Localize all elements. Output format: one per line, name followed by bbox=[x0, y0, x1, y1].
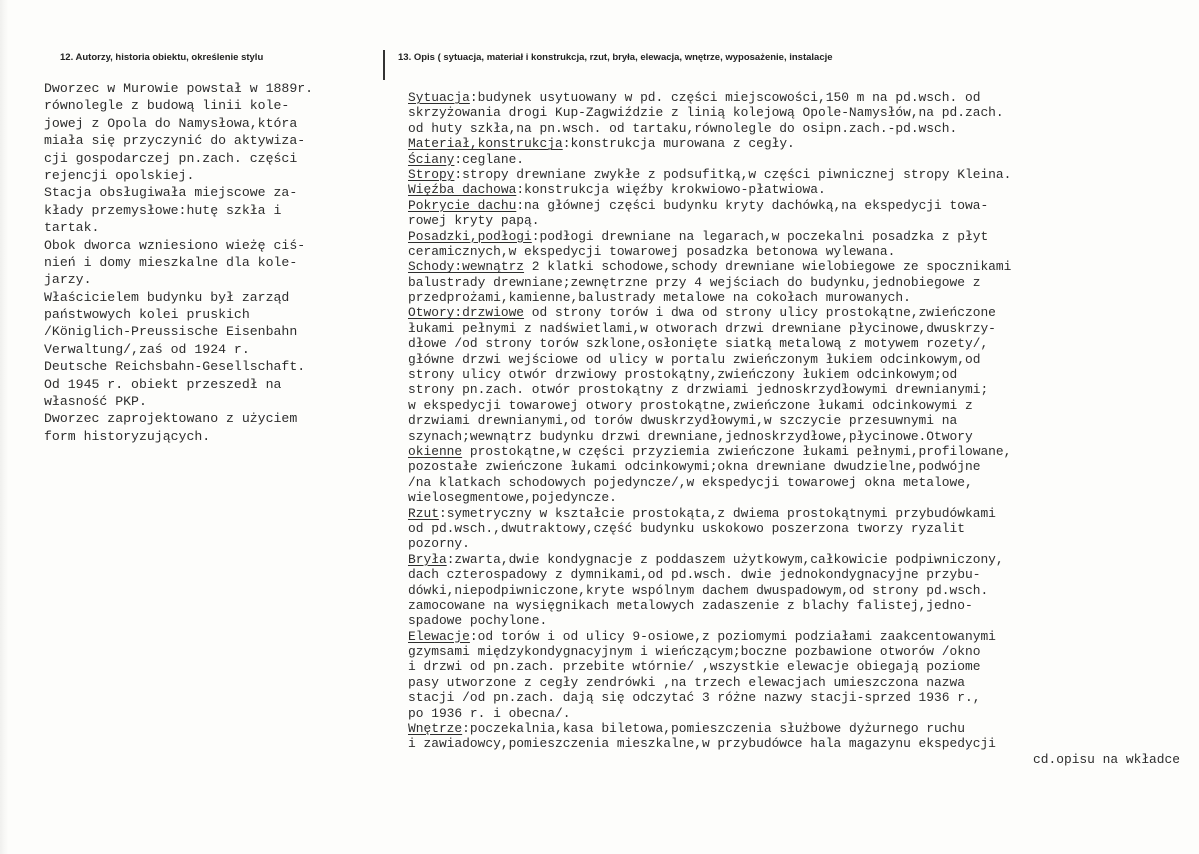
description-text-line bbox=[408, 521, 1198, 536]
line-text: :na głównej części budynku kryty dachówką,na ekspedycji towa- bbox=[516, 197, 989, 213]
section-label: Otwory:drzwiowe bbox=[408, 305, 525, 321]
description-text-line bbox=[408, 136, 1198, 151]
description-text-line bbox=[408, 305, 1198, 320]
description-text-line bbox=[408, 536, 1198, 551]
line-text: :zwarta,dwie kondygnacje z poddaszem użytkowym,całkowicie podpiwniczony, bbox=[446, 551, 1004, 567]
description-text-line bbox=[408, 290, 1198, 305]
description-text-line bbox=[408, 598, 1198, 613]
section-label: Posadzki,podłogi bbox=[408, 228, 532, 244]
history-text-line: równolegle z budową linii kole- bbox=[44, 98, 290, 114]
line-text: dach czterospadowy z dymnikami,od pd.wsch. dwie jednokondygnacyjne przybu- bbox=[408, 567, 981, 583]
section-label: Rzut bbox=[408, 505, 439, 521]
line-text: główne drzwi wejściowe od ulicy w portalu zwieńczonym łukiem odcinkowym,od bbox=[408, 351, 981, 367]
description-text-line bbox=[408, 413, 1198, 428]
line-text: szynach;wewnątrz budynku drzwi drewniane,jednoskrzydłowe,płycinowe.Otwory bbox=[408, 428, 973, 444]
history-text-line: miała się przyczynić do aktywiza- bbox=[44, 133, 306, 149]
description-text-line bbox=[408, 706, 1198, 721]
line-text: dówki,niepodpiwniczone,kryte wspólnym dachem dwuspadowym,od strony pd.wsch. bbox=[408, 582, 989, 598]
description-text-line bbox=[408, 490, 1198, 505]
description-text-line bbox=[408, 244, 1198, 259]
history-text-column bbox=[44, 80, 384, 445]
history-text-line: państwowych kolei pruskich bbox=[44, 307, 250, 323]
line-text: rowej kryty papą. bbox=[408, 213, 540, 229]
description-text-line bbox=[408, 182, 1198, 197]
description-text-line bbox=[408, 367, 1198, 382]
line-text: pasy utworzone z cegły zendrówki ,na trzech elewacjach umieszczona nazwa bbox=[408, 674, 965, 690]
description-text-line bbox=[408, 336, 1198, 351]
section-label: Bryła bbox=[408, 551, 447, 567]
section-13-header: 13. Opis ( sytuacja, materiał i konstrukcja, rzut, bryła, elewacja, wnętrze, wyposażenie, instalacje bbox=[398, 52, 833, 63]
line-text: cd.opisu na wkładce bbox=[1033, 751, 1180, 767]
line-text: :ceglane. bbox=[454, 151, 525, 167]
description-text-line bbox=[408, 444, 1198, 459]
section-label: Schody:wewnątrz bbox=[408, 259, 525, 275]
description-text-line bbox=[408, 475, 1198, 490]
line-text: strony ulicy otwór drzwiowy prostokątny,zwieńczony łukiem odcinkowym;od bbox=[408, 367, 958, 383]
section-label: Więźba dachowa bbox=[408, 182, 517, 198]
line-text: :stropy drewniane zwykłe z podsufitką,w części piwnicznej stropy Kleina. bbox=[454, 166, 1012, 182]
description-text-line bbox=[408, 275, 1198, 290]
line-text: w ekspedycji towarowej otwory prostokątne,zwieńczone łukami odcinkowymi z bbox=[408, 397, 973, 413]
description-text-line bbox=[408, 152, 1198, 167]
section-label: Stropy bbox=[408, 166, 455, 182]
line-text: i zawiadowcy,pomieszczenia mieszkalne,w przybudówce hala magazynu ekspedycji bbox=[408, 736, 996, 752]
section-label: Elewacje bbox=[408, 628, 470, 644]
description-text-line bbox=[408, 506, 1198, 521]
description-text-column bbox=[408, 90, 1198, 767]
description-text-line bbox=[408, 675, 1198, 690]
section-label: Materiał,konstrukcja bbox=[408, 136, 563, 152]
description-text-line bbox=[408, 659, 1198, 674]
line-text: spadowe pochylone. bbox=[408, 613, 548, 629]
section-12-header: 12. Autorzy, historia obiektu, określenie stylu bbox=[60, 52, 264, 63]
line-text: od huty szkła,na pn.wsch. od tartaku,równolegle do osipn.zach.-pd.wsch. bbox=[408, 120, 958, 136]
line-text: gzymsami międzykondygnacyjnym i wieńczącym;boczne pozbawione otworów /okno bbox=[408, 644, 981, 660]
description-text-line bbox=[408, 167, 1198, 182]
line-text: dłowe /od strony torów szklone,osłonięte siatką metalową z motywem rozety/, bbox=[408, 336, 989, 352]
line-text: od pd.wsch.,dwutraktowy,część budynku uskokowo poszerzona tworzy ryzalit bbox=[408, 520, 965, 536]
line-text: skrzyżowania drogi Kup-Zagwiździe z linią kolejową Opole-Namysłów,na pd.zach. bbox=[408, 105, 1004, 121]
column-divider bbox=[383, 50, 385, 80]
description-text-line bbox=[408, 321, 1198, 336]
description-text-line bbox=[408, 121, 1198, 136]
line-text: wielosegmentowe,pojedyncze. bbox=[408, 490, 617, 506]
line-text: :konstrukcja więźby krokwiowo-płatwiowa. bbox=[516, 182, 826, 198]
history-text-line: tartak. bbox=[44, 220, 100, 236]
description-text-line bbox=[408, 613, 1198, 628]
line-text: pozostałe zwieńczone łukami odcinkowymi;okna drewniane dwudzielne,podwójne bbox=[408, 459, 981, 475]
description-text-line bbox=[408, 552, 1198, 567]
history-text-line: Dworzec w Murowie powstał w 1889r. bbox=[44, 81, 314, 96]
history-text-line: Właścicielem budynku był zarząd bbox=[44, 289, 290, 305]
description-text-line bbox=[408, 90, 1198, 105]
description-text-line bbox=[408, 352, 1198, 367]
history-text-line: Stacja obsługiwała miejscowe za- bbox=[44, 185, 298, 201]
section-label: okienne bbox=[408, 443, 463, 459]
description-text-line bbox=[408, 398, 1198, 413]
description-text-line bbox=[408, 105, 1198, 120]
line-text: pozorny. bbox=[408, 536, 470, 552]
history-text-line: jowej z Opola do Namysłowa,która bbox=[44, 115, 298, 131]
description-text-line bbox=[408, 736, 1198, 751]
line-text: prostokątne,w części przyziemia zwieńczone łukami pełnymi,profilowane, bbox=[462, 443, 1012, 459]
line-text: zamocowane na wysięgnikach metalowych zadaszenie z blachy falistej,jedno- bbox=[408, 597, 973, 613]
description-text-line bbox=[408, 629, 1198, 644]
description-text-line bbox=[408, 198, 1198, 213]
line-text: drzwiami drewnianymi,od torów dwuskrzydłowymi,w szczycie przesuwnymi na bbox=[408, 413, 958, 429]
section-label: Sytuacja bbox=[408, 90, 470, 105]
line-text: przedprożami,kamienne,balustrady metalowe na cokołach murowanych. bbox=[408, 290, 911, 306]
history-text-line: Verwaltung/,zaś od 1924 r. bbox=[44, 341, 250, 357]
line-text: 2 klatki schodowe,schody drewniane wielobiegowe ze spocznikami bbox=[524, 259, 1012, 275]
line-text: :symetryczny w kształcie prostokąta,z dwiema prostokątnymi przybudówkami bbox=[438, 505, 996, 521]
history-text-line: Dworzec zaprojektowano z użyciem bbox=[44, 411, 298, 427]
description-text-line bbox=[408, 382, 1198, 397]
history-text-line: własność PKP. bbox=[44, 394, 147, 410]
description-text-line bbox=[408, 213, 1198, 228]
line-text: /na klatkach schodowych pojedyncze/,w ekspedycji towarowej okna metalowe, bbox=[408, 474, 973, 490]
history-text-line: Obok dworca wzniesiono wieżę ciś- bbox=[44, 237, 306, 253]
description-text-line bbox=[408, 583, 1198, 598]
history-text-line: /Königlich-Preussische Eisenbahn bbox=[44, 324, 298, 340]
section-label: Ściany bbox=[408, 151, 455, 167]
description-text-line bbox=[408, 690, 1198, 705]
line-text: i drzwi od pn.zach. przebite wtórnie/ ,wszystkie elewacje obiegają poziome bbox=[408, 659, 981, 675]
description-text-line bbox=[408, 752, 1198, 767]
history-text-line: cji gospodarczej pn.zach. części bbox=[44, 150, 298, 166]
section-label: Pokrycie dachu bbox=[408, 197, 517, 213]
history-text-line: form historyzujących. bbox=[44, 428, 211, 444]
description-text-line bbox=[408, 567, 1198, 582]
line-text: łukami pełnymi z nadświetlami,w otworach drzwi drewniane płycinowe,dwuskrzy- bbox=[408, 320, 996, 336]
description-text-line bbox=[408, 644, 1198, 659]
description-text-line bbox=[408, 259, 1198, 274]
line-text: stacji /od pn.zach. dają się odczytać 3 różne nazwy stacji-sprzed 1936 r., bbox=[408, 690, 981, 706]
line-text: balustrady drewniane;zewnętrzne przy 4 wejściach do budynku,jednobiegowe z bbox=[408, 274, 981, 290]
history-text-line: nień i domy mieszkalne dla kole- bbox=[44, 254, 298, 270]
line-text: po 1936 r. i obecna/. bbox=[408, 705, 571, 721]
section-label: Wnętrze bbox=[408, 721, 463, 737]
history-text-line: Od 1945 r. obiekt przeszedł na bbox=[44, 376, 282, 392]
line-text: od strony torów i dwa od strony ulicy prostokątne,zwieńczone bbox=[524, 305, 996, 321]
line-text: :konstrukcja murowana z cegły. bbox=[562, 136, 795, 152]
history-text-line: jarzy. bbox=[44, 272, 92, 288]
description-text-line bbox=[408, 229, 1198, 244]
page-edge bbox=[0, 0, 8, 854]
description-text-line bbox=[408, 429, 1198, 444]
line-text: :od torów i od ulicy 9-osiowe,z poziomymi podziałami zaakcentowanymi bbox=[469, 628, 996, 644]
line-text: :podłogi drewniane na legarach,w poczekalni posadzka z płyt bbox=[531, 228, 989, 244]
line-text: ceramicznych,w ekspedycji towarowej posadzka betonowa wylewana. bbox=[408, 243, 896, 259]
line-text: strony pn.zach. otwór prostokątny z drzwiami jednoskrzydłowymi drewnianymi; bbox=[408, 382, 989, 398]
line-text: :poczekalnia,kasa biletowa,pomieszczenia służbowe dyżurnego ruchu bbox=[462, 721, 965, 737]
history-text-line: kłady przemysłowe:hutę szkła i bbox=[44, 202, 282, 218]
history-text-line: Deutsche Reichsbahn-Gesellschaft. bbox=[44, 359, 306, 375]
description-text-line bbox=[408, 459, 1198, 474]
description-text-line bbox=[408, 721, 1198, 736]
history-text-line: rejencji opolskiej. bbox=[44, 167, 195, 183]
line-text: :budynek usytuowany w pd. części miejscowości,150 m na pd.wsch. od bbox=[469, 90, 981, 105]
